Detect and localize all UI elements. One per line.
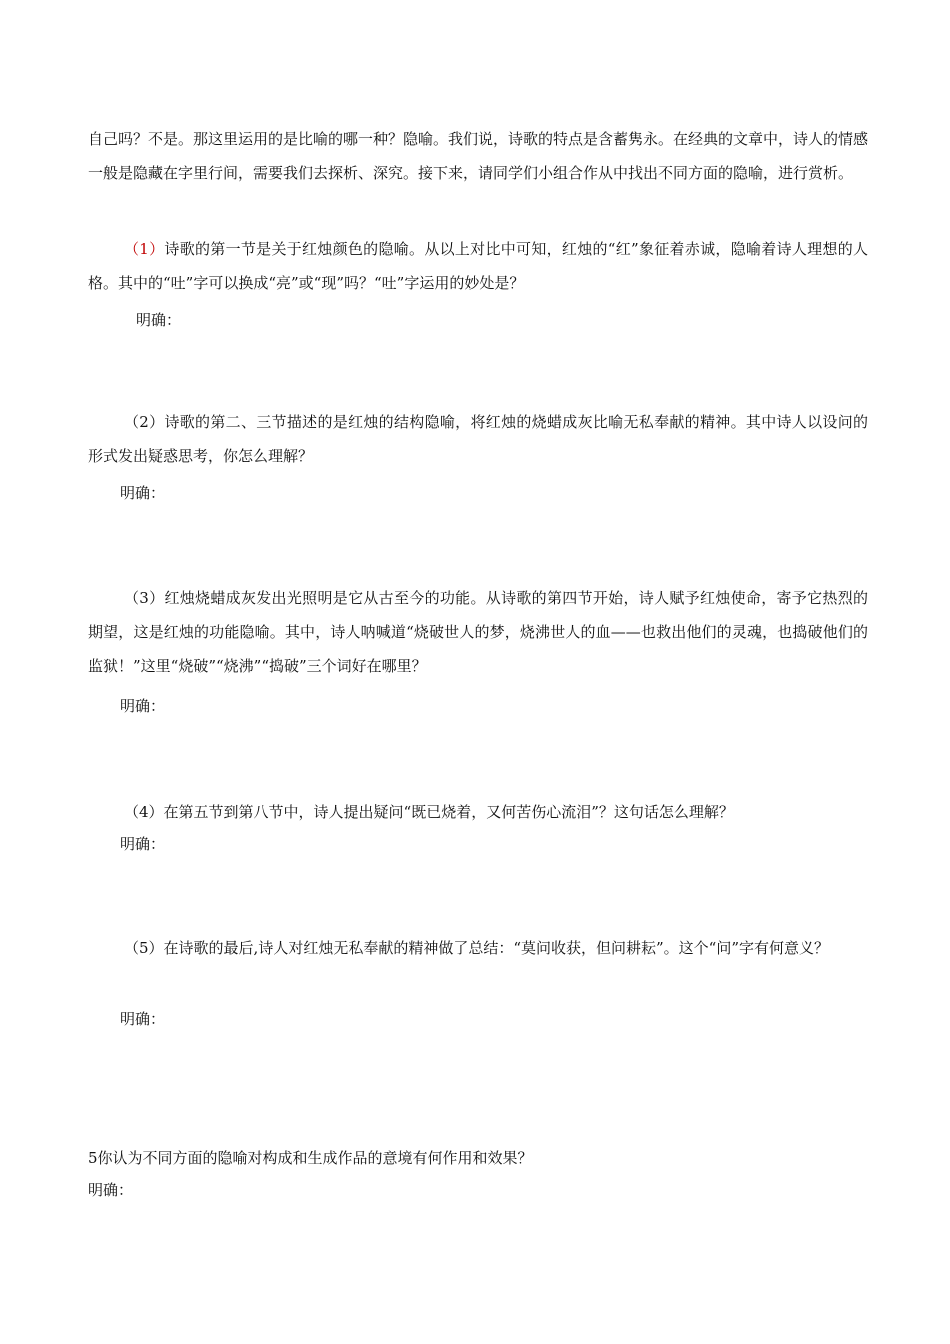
answer-3-label: 明确： [120,697,166,715]
question-2-number: （2） [124,413,165,431]
question-4 [88,795,868,829]
question-1-text: 诗歌的第一节是关于红烛颜色的隐喻。从以上对比中可知，红烛的“红”象征着赤诚，隐喻着诗人理想的人格。其中的“吐”字可以换成“亮”或“现”吗？“吐”字运用的妙处是？ [88,240,869,292]
question-5 [88,931,868,965]
question-4-number: （4） [124,803,164,821]
question-5-text: 在诗歌的最后,诗人对红烛无私奉献的精神做了总结：“莫问收获，但问耕耘”。这个“问”字有何意义？ [163,939,829,957]
question-3-text: 红烛烧蜡成灰发出光照明是它从古至今的功能。从诗歌的第四节开始，诗人赋予红烛使命，寄予它热烈的期望，这是红烛的功能隐喻。其中，诗人呐喊道“烧破世人的梦，烧沸世人的血——也救出他们的灵魂，也捣破他们的监狱！”这里“烧破”“烧沸”“捣破”三个词好在哪里？ [88,589,868,675]
answer-1-label: 明确： [136,311,182,329]
question-1 [88,232,868,300]
answer-5-label: 明确： [120,1010,166,1028]
intro-paragraph: 自己吗？不是。那这里运用的是比喻的哪一种？隐喻。我们说，诗歌的特点是含蓄隽永。在经典的文章中，诗人的情感一般是隐藏在字里行间，需要我们去探析、深究。接下来，请同学们小组合作从中找出不同方面的隐喻，进行赏析。 [88,130,869,182]
question-3 [88,581,868,683]
question-3-number: （3） [124,589,165,607]
question-5-number: （5） [124,939,164,957]
question-2 [88,405,868,473]
final-answer-label: 明确： [88,1181,134,1199]
final-question: 5你认为不同方面的隐喻对构成和生成作品的意境有何作用和效果？ [88,1149,533,1167]
answer-2-label: 明确： [120,484,166,502]
question-4-text: 在第五节到第八节中，诗人提出疑问“既已烧着，又何苦伤心流泪”？这句话怎么理解？ [163,803,734,821]
question-2-text: 诗歌的第二、三节描述的是红烛的结构隐喻，将红烛的烧蜡成灰比喻无私奉献的精神。其中诗人以设问的形式发出疑惑思考，你怎么理解？ [88,413,868,465]
question-1-number: （1） [124,240,165,258]
answer-4-label: 明确： [120,835,166,853]
